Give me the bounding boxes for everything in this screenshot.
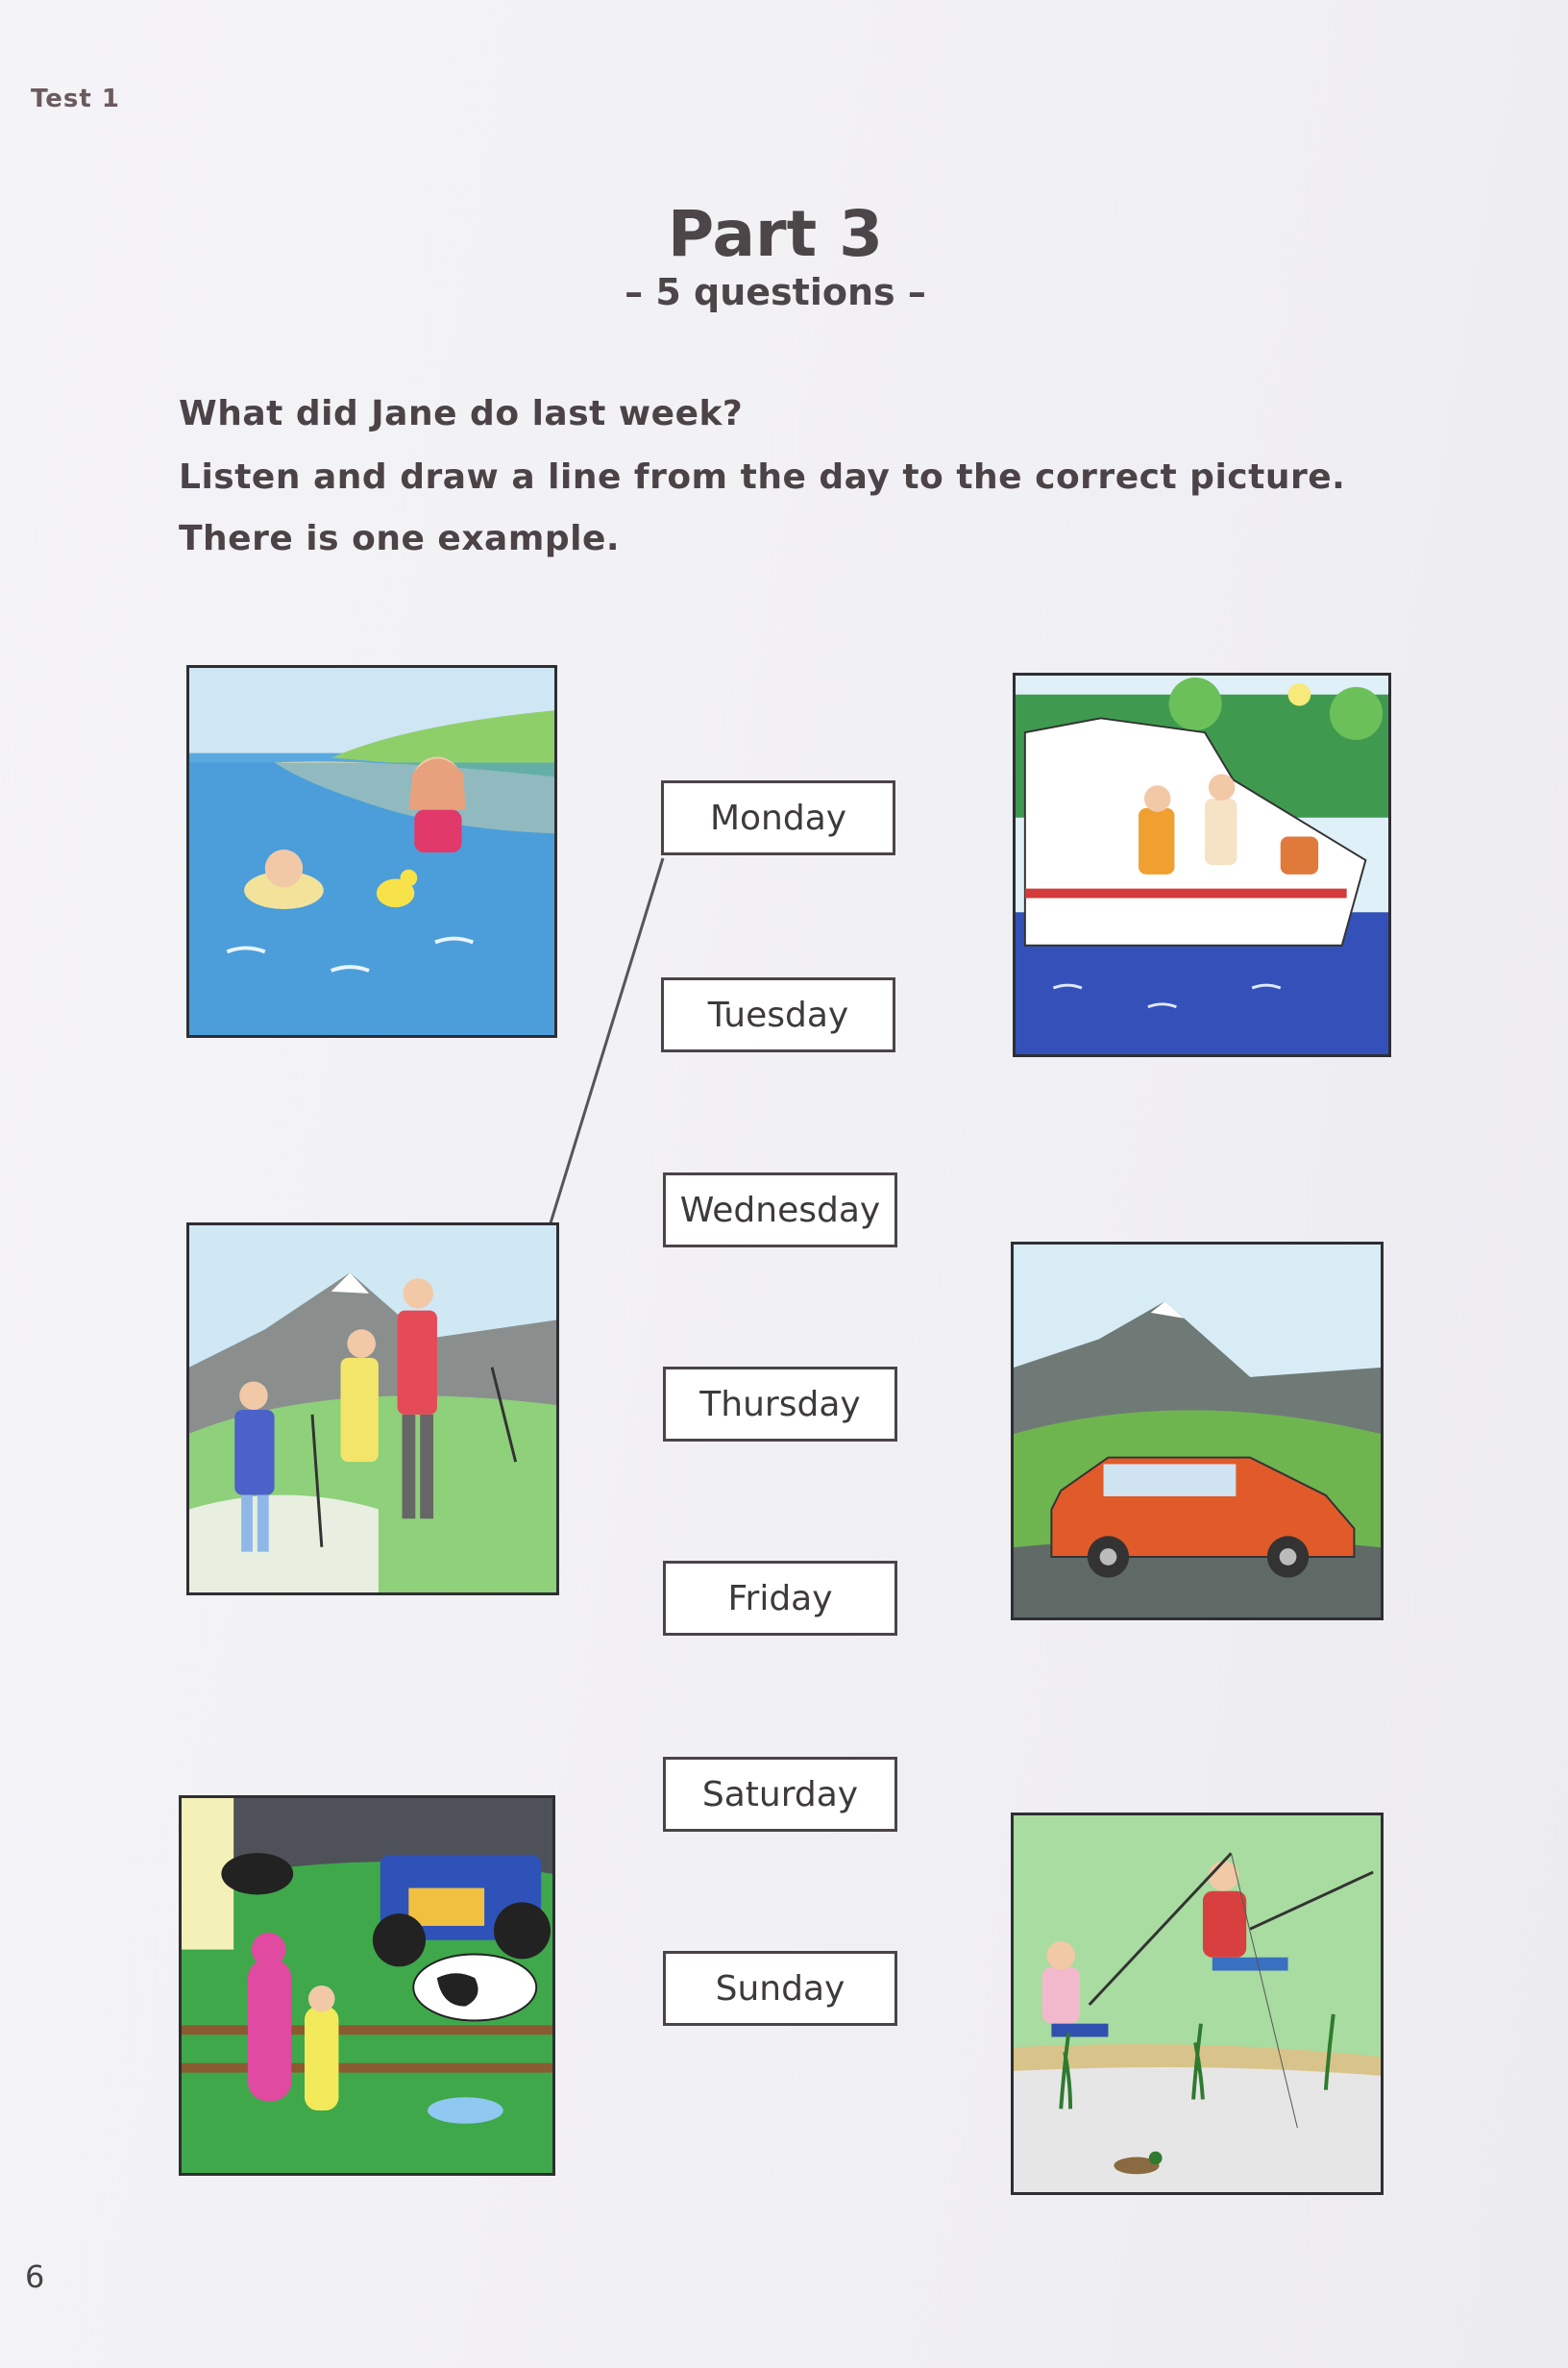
day-box-monday[interactable] — [661, 780, 895, 855]
instruction-question: What did Jane do last week? — [179, 394, 744, 433]
page-title: Part 3 — [667, 197, 884, 271]
instruction-example: There is one example. — [179, 519, 621, 558]
fishing-picture[interactable] — [1011, 1813, 1384, 2195]
day-label: Saturday — [701, 1774, 859, 1814]
day-label: Tuesday — [707, 995, 849, 1035]
day-box-friday[interactable] — [663, 1561, 897, 1636]
day-label: Monday — [709, 798, 847, 838]
day-box-wednesday[interactable] — [663, 1172, 897, 1247]
page-number: 6 — [25, 2258, 45, 2295]
swimming-picture[interactable] — [186, 665, 557, 1038]
day-label: Sunday — [715, 1968, 845, 2009]
day-box-sunday[interactable] — [663, 1951, 897, 2026]
instruction-task: Listen and draw a line from the day to the correct picture. — [179, 457, 1346, 497]
car-trip-picture[interactable] — [1011, 1242, 1384, 1620]
page-subtitle: – 5 questions – — [625, 271, 926, 313]
boat-trip-picture[interactable] — [1013, 673, 1391, 1057]
day-label: Thursday — [699, 1384, 861, 1424]
day-box-tuesday[interactable] — [661, 977, 895, 1052]
day-box-saturday[interactable] — [663, 1757, 897, 1832]
farm-visit-picture[interactable] — [179, 1795, 555, 2176]
day-label: Friday — [727, 1578, 833, 1618]
day-box-thursday[interactable] — [663, 1367, 897, 1442]
test-label: Test 1 — [31, 85, 120, 113]
hiking-picture[interactable] — [186, 1222, 559, 1595]
day-label: Wednesday — [679, 1190, 881, 1230]
